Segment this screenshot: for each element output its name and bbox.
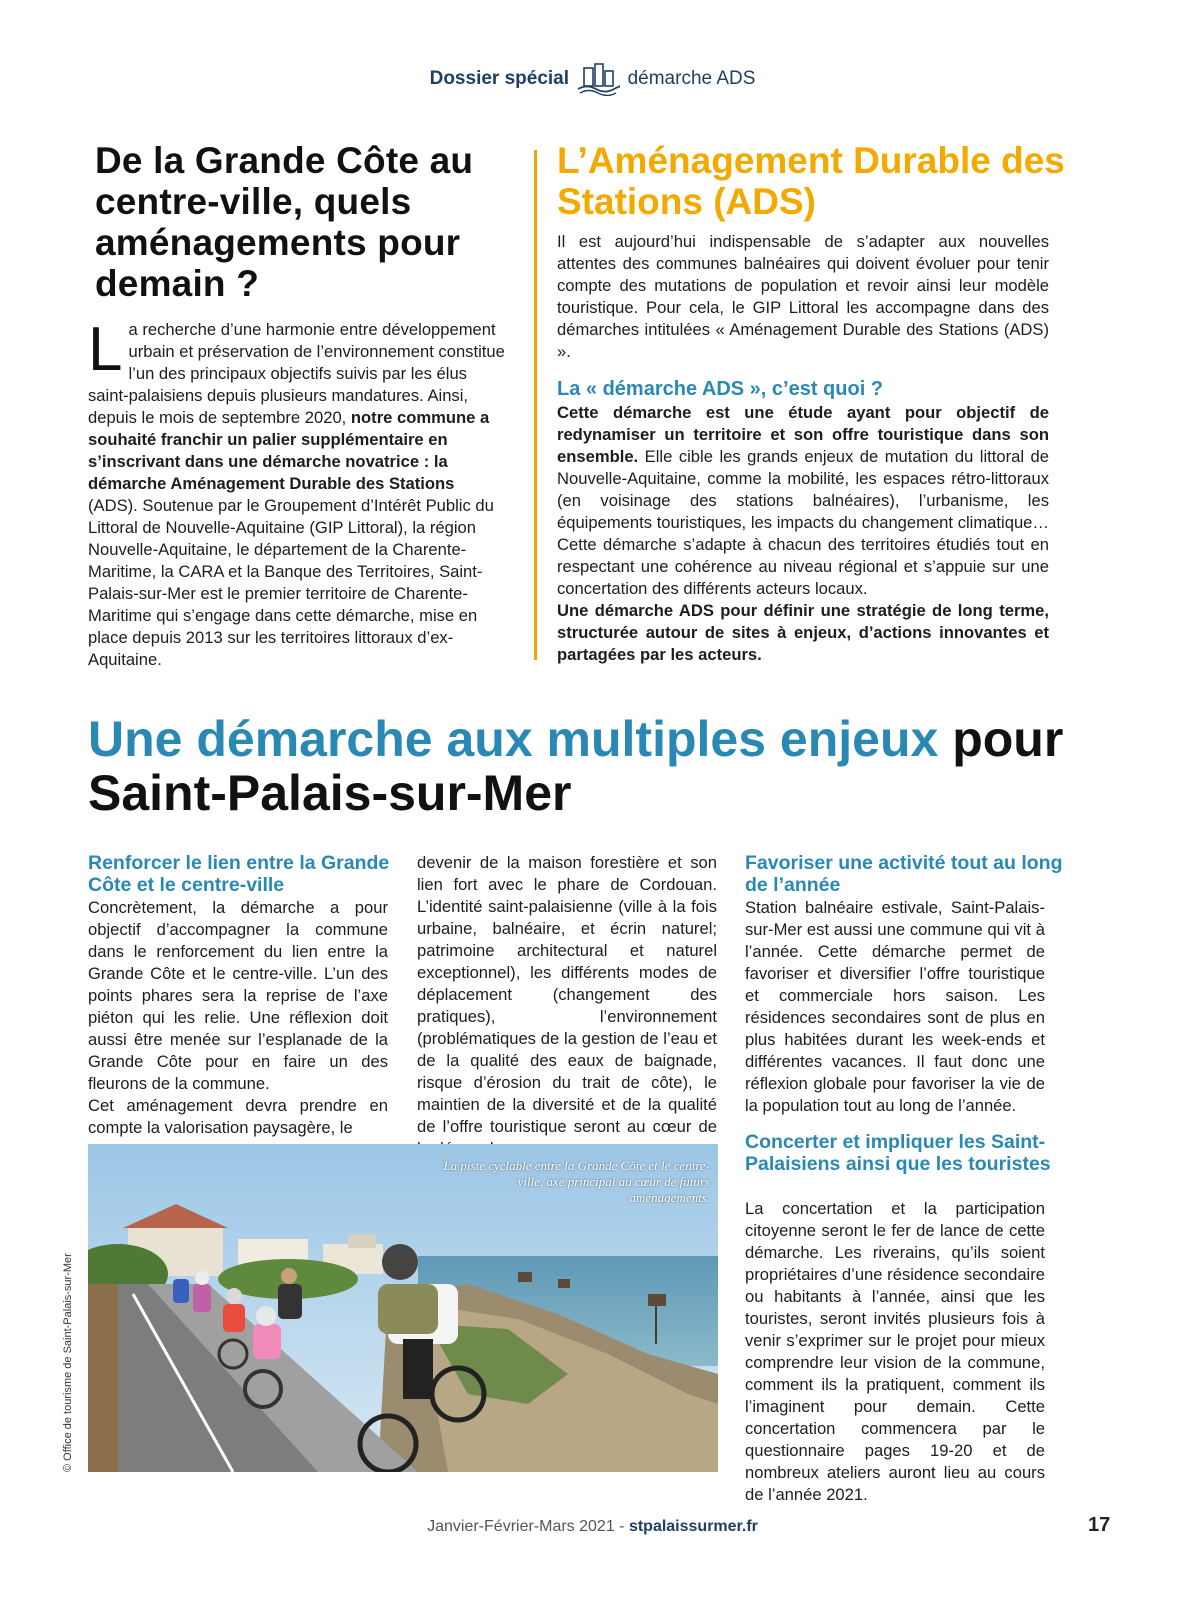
article1-title: De la Grande Côte au centre-ville, quels aménagements pour demain ? bbox=[95, 140, 474, 304]
headline-part2: pour Saint-Palais-sur-Mer bbox=[88, 711, 1064, 821]
article2-title: L’Aménagement Durable des Stations (ADS) bbox=[557, 140, 1065, 222]
article2-subtitle: La « démarche ADS », c’est quoi ? bbox=[557, 378, 884, 400]
article2-intro: Il est aujourd’hui indispensable de s’adapter aux nouvelles attentes des communes balnéaires qui doivent évoluer pour tenir compte des mutations de population et revoir ainsi leur modèle touristique. Pour cela, le GIP Littoral les accompagne dans des démarches intitulées « Aménagement Durable des Stations (ADS) ». bbox=[557, 232, 1049, 361]
col1-text bbox=[88, 897, 388, 1139]
footer-site-link[interactable]: stpalaissurmer.fr bbox=[628, 1518, 758, 1535]
header-prefix: Dossier spécial bbox=[429, 68, 570, 90]
col3-subtitle2: Concerter et impliquer les Saint-Palaisiens ainsi que les touristes bbox=[745, 1131, 1051, 1175]
col1-para2: Cet aménagement devra prendre en compte la valorisation paysagère, le bbox=[88, 1096, 388, 1137]
photo-credit: © Office de tourisme de Saint-Palais-sur-Mer bbox=[62, 1253, 74, 1472]
header-suffix: démarche ADS bbox=[627, 68, 756, 90]
article2-bold2: Une démarche ADS pour définir une stratégie de long terme, structurée autour de sites à enjeux, d’actions innovantes et partagées par les acteurs. bbox=[557, 601, 1049, 664]
section-headline bbox=[88, 712, 1088, 820]
col3-text1: Station balnéaire estivale, Saint-Palais-sur-Mer est aussi une commune qui vit à l’année. Cette démarche permet de favoriser et diversifier l’offre touristique et commerciale hors saison. Les résidences secondaires sont de plus en plus habitées durant les week-ends et différentes vacances. Il faut donc une réflexion globale pour favoriser la vie de la population tout au long de l’année. bbox=[745, 898, 1045, 1115]
col1-subtitle: Renforcer le lien entre la Grande Côte et le centre-ville bbox=[88, 852, 390, 896]
col1-para1: Concrètement, la démarche a pour objectif d’accompagner la commune dans le renforcement du lien entre la Grande Côte et le centre-ville. L’un des points phares sera la reprise de l’axe piéton qui les relie. Une réflexion doit aussi être menée sur l’esplanade de la Grande Côte pour en faire un des fleurons de la commune. bbox=[88, 898, 388, 1093]
footer bbox=[0, 1518, 1185, 1536]
photo-caption: La piste cyclable entre la Grande Côte et le centre-ville, axe principal au cœur de futurs aménagements. bbox=[443, 1158, 710, 1205]
article1-body bbox=[88, 315, 508, 671]
article1-text-a: a recherche d’une harmonie entre développement urbain et préservation de l’environnement constitue l’un des principaux objectifs suivis par les élus saint-palaisiens depuis plusieurs mandatures. Ainsi, depuis le mois de septembre 2020, bbox=[88, 320, 505, 427]
article2-bold1: Cette démarche est une étude ayant pour objectif de redynamiser un territoire et son offre touristique dans son ensemble. bbox=[557, 403, 1049, 466]
article2-text1: Elle cible les grands enjeux de mutation du littoral de Nouvelle-Aquitaine, comme la mobilité, les espaces rétro-littoraux (en voisinage des stations balnéaires), l’urbanisme, les équipements touristiques, les impacts du changement climatique… Cette démarche s’adapte à chacun des territoires étudiés tout en respectant une cohérence au niveau régional et s’appuie sur une concertation des différents acteurs locaux. bbox=[557, 447, 1049, 598]
running-header bbox=[0, 62, 1185, 96]
page-number: 17 bbox=[1088, 1514, 1111, 1536]
article1-text-b: (ADS). Soutenue par le Groupement d’Intérêt Public du Littoral de Nouvelle-Aquitaine (GIP Littoral), la région Nouvelle-Aquitaine, le département de la Charente-Maritime, la CARA et la Banque des Territoires, Saint-Palais-sur-Mer est le premier territoire de Charente-Maritime qui s’engage dans cette démarche, mise en place depuis 2013 sur les territoires littoraux d’ex-Aquitaine. bbox=[88, 496, 494, 669]
col2-text: devenir de la maison forestière et son lien fort avec le phare de Cordouan. L’identité saint-palaisienne (ville à la fois urbaine, balnéaire, et écrin naturel; patrimoine architectural et naturel exceptionnel), les différents modes de déplacement (changement des pratiques), l’environnement (problématiques de la gestion de l’eau et de la qualité des eaux de baignade, risque d’érosion du trait de côte), le maintien de la diversité et de la qualité de l’offre touristique seront au cœur de bbox=[417, 853, 717, 1136]
headline-part1: Une démarche aux multiples enjeux bbox=[88, 711, 939, 767]
col3-subtitle1: Favoriser une activité tout au long de l’année bbox=[745, 852, 1063, 896]
col3-text2: La concertation et la participation citoyenne seront le fer de lance de cette démarche. Les riverains, qu’ils soient propriétaires d’une résidence secondaire ou habitants à l’année, ainsi que les touristes, seront invités plusieurs fois à venir s’exprimer sur le projet pour mieux comprendre leur vision de la commune, comment ils la pratiquent, comment ils l’imaginent pour demain. Cette concertation commencera par le questionnaire pages 19-20 et de nombreux ateliers auront lieu au cours de l’année 2021. bbox=[745, 1199, 1045, 1504]
article1-text-bold: notre commune a souhaité franchir un palier supplémentaire en s’inscrivant dans une démarche novatrice : la démarche Aménagement Durable des Stations bbox=[88, 408, 490, 493]
ads-logo-icon bbox=[576, 62, 620, 96]
dropcap: L bbox=[88, 315, 123, 384]
column-divider bbox=[534, 150, 537, 660]
article2-body bbox=[557, 402, 1049, 666]
footer-issue: Janvier-Février-Mars 2021 - bbox=[427, 1518, 629, 1535]
